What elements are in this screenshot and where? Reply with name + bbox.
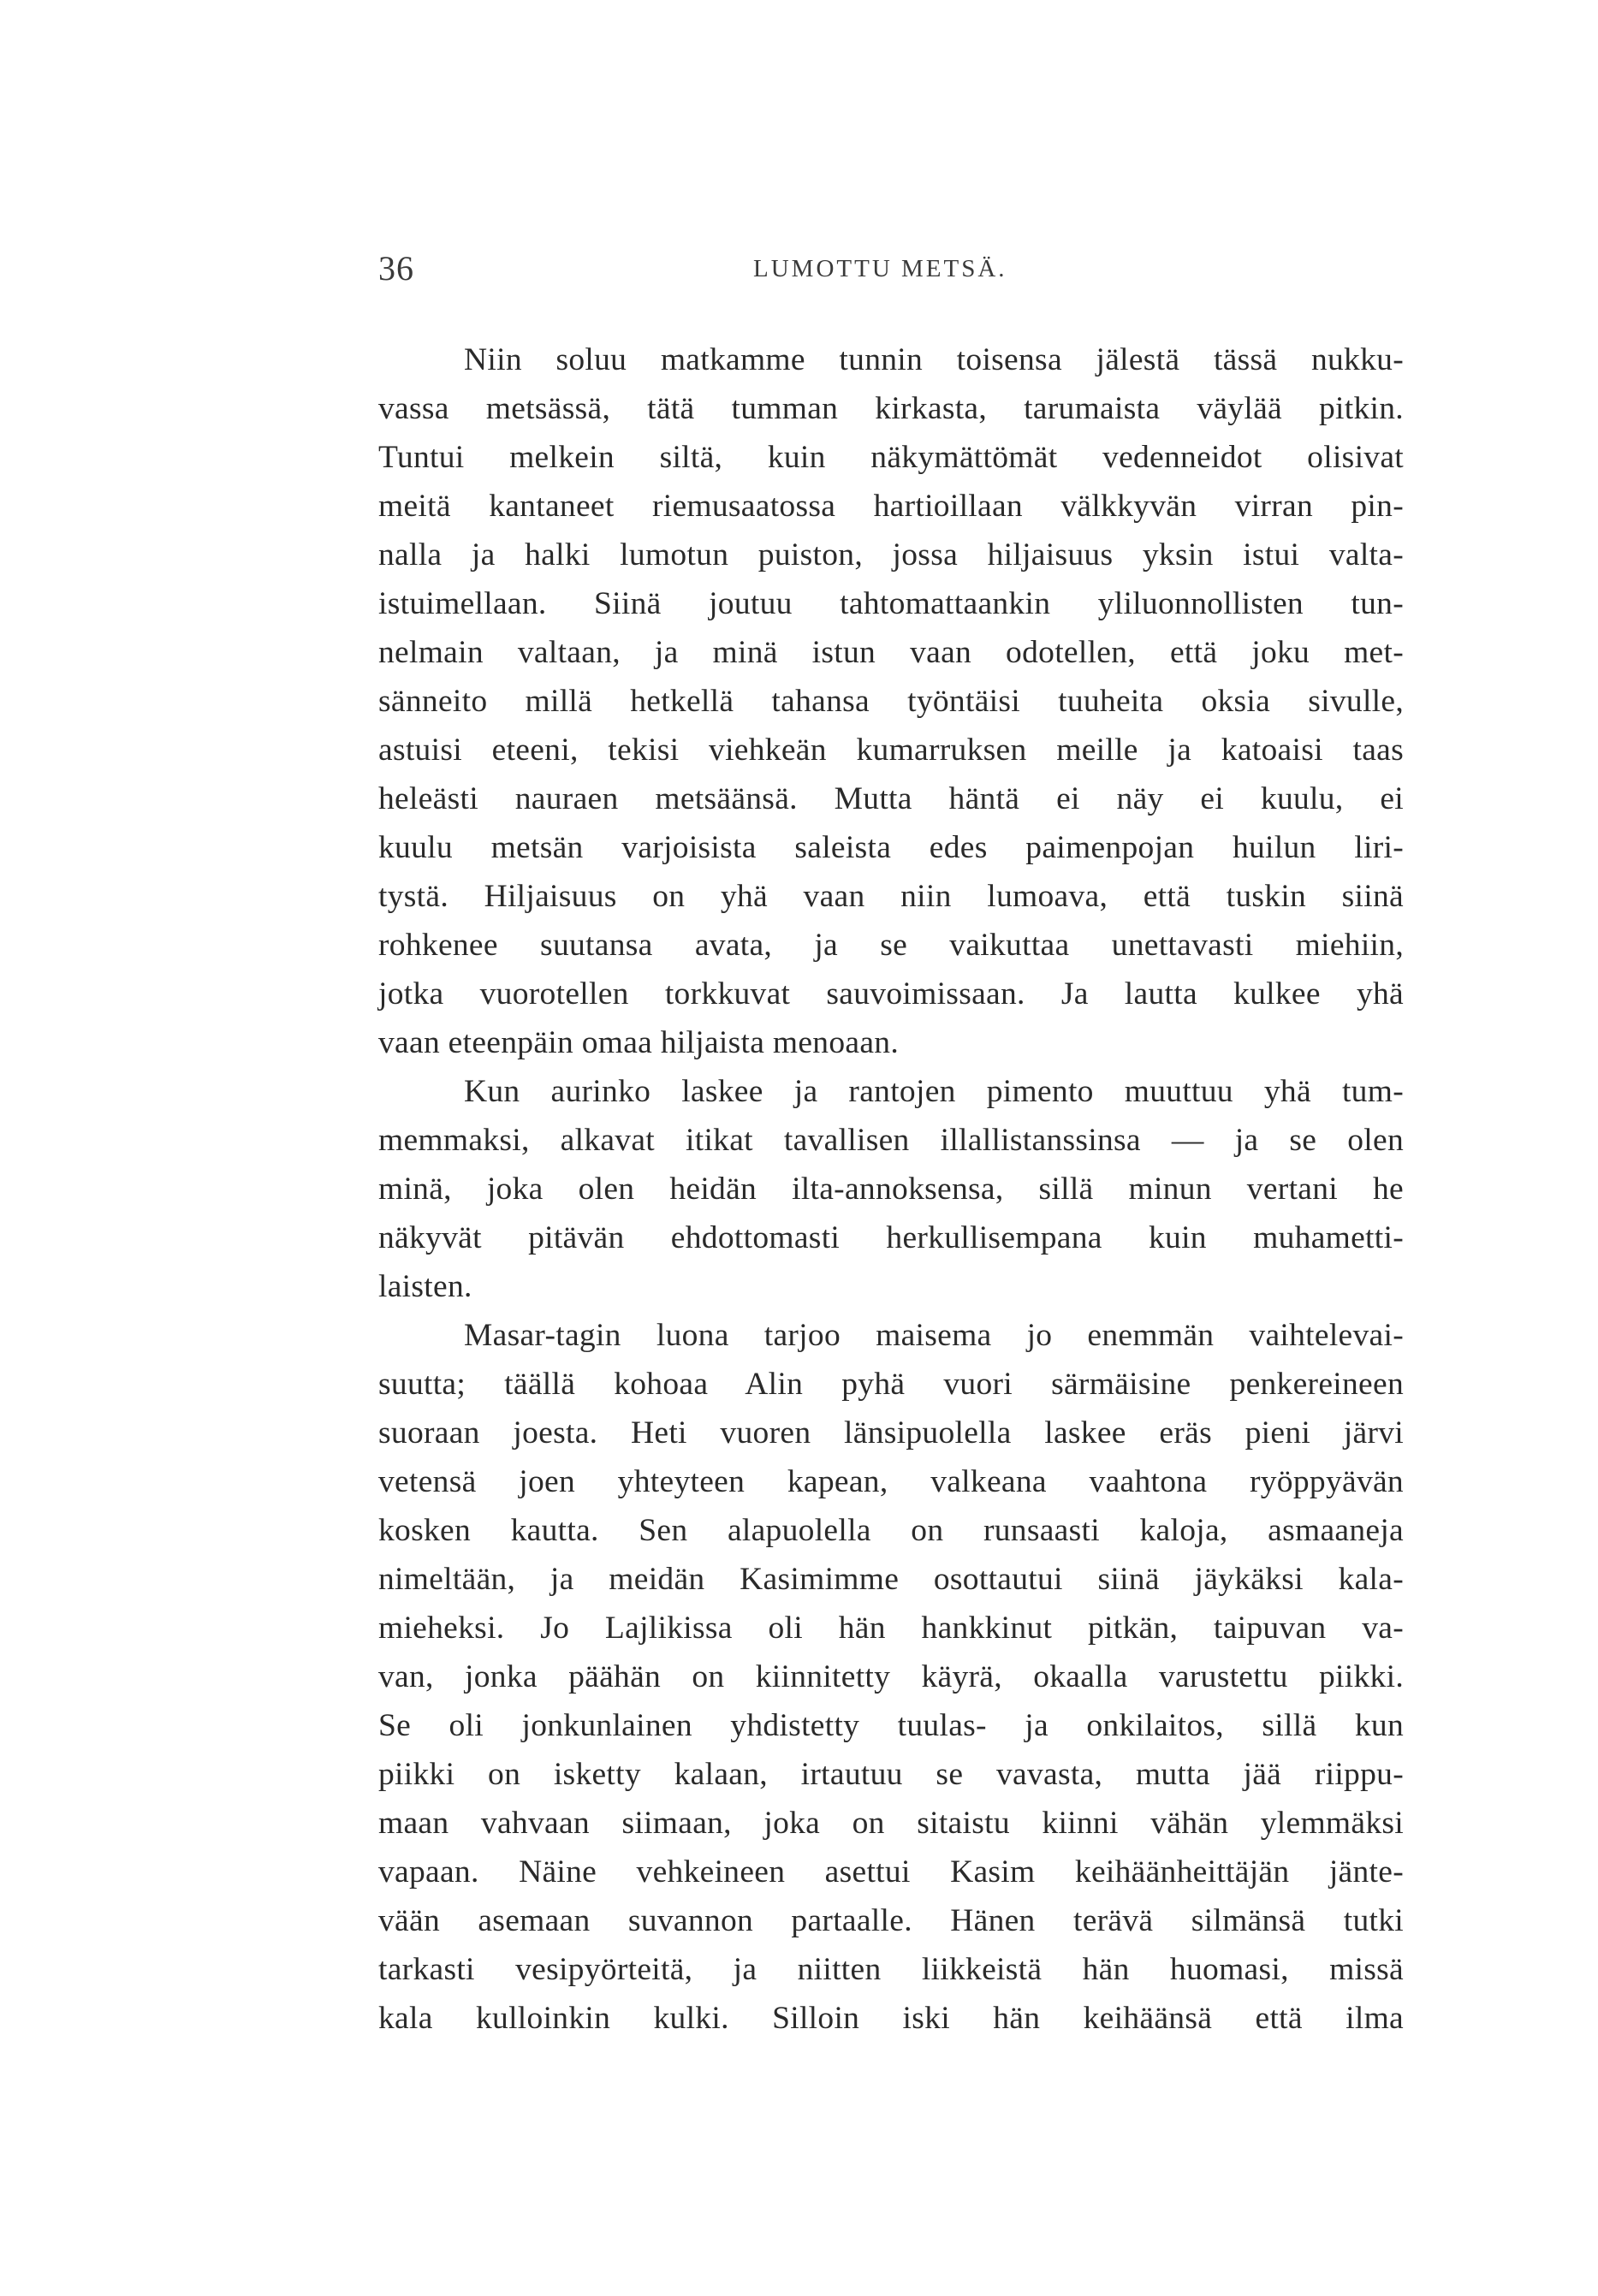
text-line: van, jonka päähän on kiinnitetty käyrä, okaalla varustettu piikki. bbox=[378, 1659, 1404, 1694]
text-line: vaan eteenpäin omaa hiljaista menoaan. bbox=[378, 1025, 900, 1060]
text-line: maan vahvaan siimaan, joka on sitaistu kiinni vähän ylemmäksi bbox=[378, 1806, 1404, 1841]
text-line: mieheksi. Jo Lajlikissa oli hän hankkinut pitkän, taipuvan va- bbox=[378, 1611, 1404, 1646]
text-line: nelmain valtaan, ja minä istun vaan odotellen, että joku met- bbox=[378, 635, 1404, 670]
book-page bbox=[378, 248, 1404, 2043]
text-line: tystä. Hiljaisuus on yhä vaan niin lumoava, että tuskin siinä bbox=[378, 879, 1404, 914]
text-line: tarkasti vesipyörteitä, ja niitten liikkeistä hän huomasi, missä bbox=[378, 1952, 1404, 1987]
text-line: Se oli jonkunlainen yhdistetty tuulas- ja onkilaitos, sillä kun bbox=[378, 1708, 1404, 1743]
running-head bbox=[378, 248, 1404, 300]
text-line: Tuntui melkein siltä, kuin näkymättömät vedenneidot olisivat bbox=[378, 440, 1404, 475]
text-line: laisten. bbox=[378, 1269, 472, 1304]
text-line: Masar-tagin luona tarjoo maisema jo enemmän vaihtelevai- bbox=[464, 1318, 1404, 1353]
text-line: istuimellaan. Siinä joutuu tahtomattaankin yliluonnollisten tun- bbox=[378, 586, 1404, 621]
text-line: suoraan joesta. Heti vuoren länsipuolella laskee eräs pieni järvi bbox=[378, 1415, 1404, 1451]
text-line: nalla ja halki lumotun puiston, jossa hiljaisuus yksin istui valta- bbox=[378, 537, 1404, 573]
text-line: jotka vuorotellen torkkuvat sauvoimissaan. Ja lautta kulkee yhä bbox=[378, 976, 1404, 1012]
text-line: vään asemaan suvannon partaalle. Hänen terävä silmänsä tutki bbox=[378, 1903, 1404, 1938]
paragraph bbox=[378, 335, 1404, 1067]
text-line: meitä kantaneet riemusaatossa hartioillaan välkkyvän virran pin- bbox=[378, 489, 1404, 524]
text-line: sänneito millä hetkellä tahansa työntäisi tuuheita oksia sivulle, bbox=[378, 684, 1404, 719]
body-text bbox=[378, 335, 1404, 2043]
text-line: piikki on isketty kalaan, irtautuu se vavasta, mutta jää riippu- bbox=[378, 1757, 1404, 1792]
text-line: minä, joka olen heidän ilta-annoksensa, sillä minun vertani he bbox=[378, 1172, 1404, 1207]
text-line: Kun aurinko laskee ja rantojen pimento muuttuu yhä tum- bbox=[464, 1074, 1404, 1109]
text-line: suutta; täällä kohoaa Alin pyhä vuori särmäisine penkereineen bbox=[378, 1367, 1404, 1402]
paragraph bbox=[378, 1067, 1404, 1311]
text-line: heleästi nauraen metsäänsä. Mutta häntä ei näy ei kuulu, ei bbox=[378, 781, 1404, 816]
text-line: vassa metsässä, tätä tumman kirkasta, tarumaista väylää pitkin. bbox=[378, 391, 1404, 426]
text-line: kosken kautta. Sen alapuolella on runsaasti kaloja, asmaaneja bbox=[378, 1513, 1404, 1548]
page-number: 36 bbox=[378, 249, 414, 288]
text-line: kuulu metsän varjoisista saleista edes paimenpojan huilun liri- bbox=[378, 830, 1404, 865]
running-title: LUMOTTU METSÄ. bbox=[753, 255, 1007, 282]
text-line: Niin soluu matkamme tunnin toisensa jälestä tässä nukku- bbox=[464, 342, 1404, 377]
paragraph bbox=[378, 1311, 1404, 2043]
text-line: vetensä joen yhteyteen kapean, valkeana vaahtona ryöppyävän bbox=[378, 1464, 1404, 1499]
text-line: rohkenee suutansa avata, ja se vaikuttaa unettavasti miehiin, bbox=[378, 928, 1404, 963]
text-line: näkyvät pitävän ehdottomasti herkullisempana kuin muhametti- bbox=[378, 1220, 1404, 1255]
text-line: kala kulloinkin kulki. Silloin iski hän keihäänsä että ilma bbox=[378, 2001, 1404, 2036]
text-line: vapaan. Näine vehkeineen asettui Kasim keihäänheittäjän jänte- bbox=[378, 1854, 1404, 1890]
text-line: astuisi eteeni, tekisi viehkeän kumarruksen meille ja katoaisi taas bbox=[378, 733, 1404, 768]
text-line: nimeltään, ja meidän Kasimimme osottautui siinä jäykäksi kala- bbox=[378, 1562, 1404, 1597]
text-line: memmaksi, alkavat itikat tavallisen illallistanssinsa — ja se olen bbox=[378, 1123, 1404, 1158]
